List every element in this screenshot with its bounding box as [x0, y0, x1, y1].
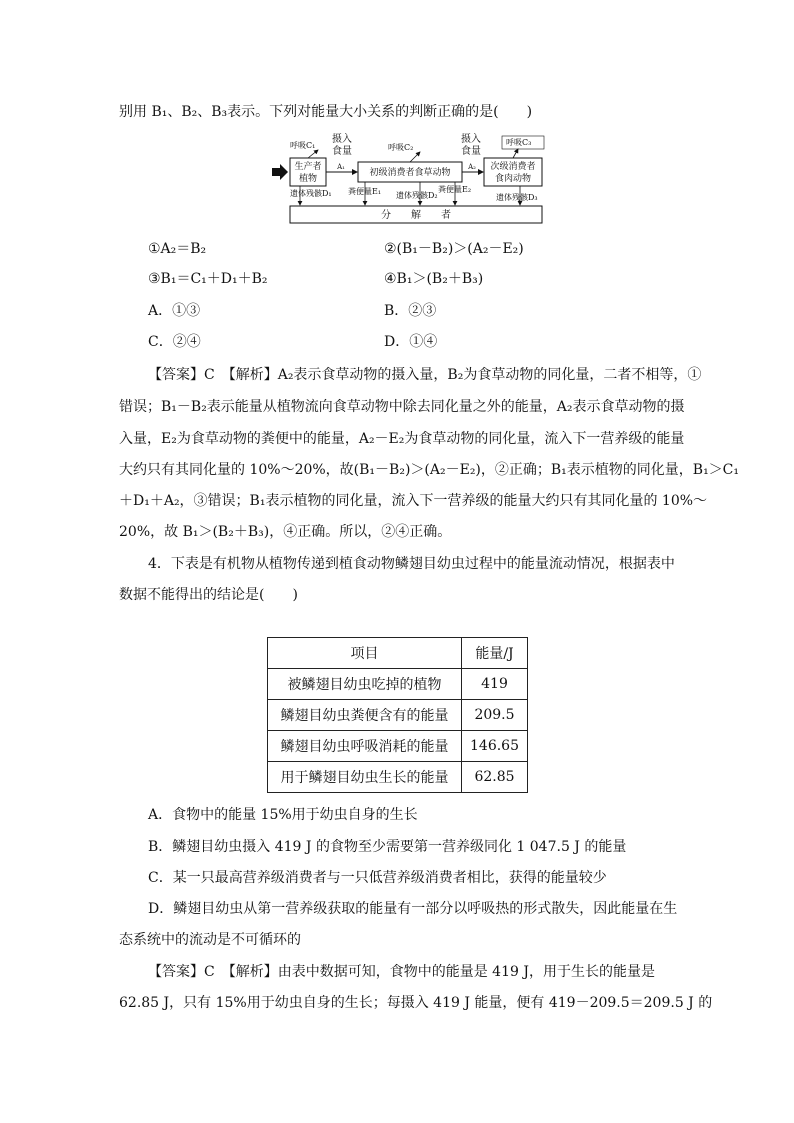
label-a2: A₂ — [468, 163, 476, 171]
energy-input-arrow — [272, 164, 288, 180]
resp-c1-label: 呼吸C₁ — [290, 141, 316, 150]
carnivore-sublabel: 食肉动物 — [494, 174, 532, 184]
q4-choice-b[interactable]: B．鳞翅目幼虫摄入 419 J 的食物至少需要第一营养级同化 1 047.5 J 的能量 — [148, 839, 627, 855]
remains-d2-label: 遗体残骸D₂ — [396, 191, 438, 200]
question-4-line-1: 4．下表是有机物从植物传递到植食动物鳞翅目幼虫过程中的能量流动情况，根据表中 — [148, 556, 675, 572]
choice-d[interactable]: D．①④ — [384, 334, 438, 350]
answer-q3-line-1: 【答案】C 【解析】A₂表示食草动物的摄入量，B₂为食草动物的同化量，二者不相等，① — [148, 367, 702, 383]
table-cell: 鳞翅目幼虫呼吸消耗的能量 — [268, 731, 462, 762]
statement-4: ④B₁＞(B₂＋B₃) — [384, 271, 484, 287]
q4-choice-d-line-2: 态系统中的流动是不可循环的 — [119, 932, 301, 948]
table-row — [268, 700, 528, 731]
answer-q3-line-3: 入量，E₂为食草动物的粪便中的能量，A₂－E₂为食草动物的同化量，流入下一营养级的能量 — [119, 431, 685, 447]
remains-d3-label: 遗体残骸D₃ — [496, 193, 538, 202]
answer-q3-line-5: ＋D₁＋A₂，③错误；B₁表示植物的同化量，流入下一营养级的能量大约只有其同化量的 10%～ — [119, 493, 708, 509]
q4-choice-d-line-1[interactable]: D．鳞翅目幼虫从第一营养级获取的能量有一部分以呼吸热的形式散失，因此能量在生 — [148, 901, 678, 917]
label-a1: A₁ — [337, 163, 345, 171]
carnivore-label: 次级消费者 — [490, 162, 536, 172]
table-cell: 146.65 — [462, 731, 528, 762]
choice-b[interactable]: B．②③ — [384, 303, 437, 319]
resp-c1-arrow — [308, 150, 318, 158]
choice-c[interactable]: C．②④ — [148, 334, 201, 350]
table-cell: 被鳞翅目幼虫吃掉的植物 — [268, 669, 462, 700]
q4-choice-a[interactable]: A．食物中的能量 15%用于幼虫自身的生长 — [148, 807, 418, 823]
table-cell: 419 — [462, 669, 528, 700]
answer-q3-line-6: 20%，故 B₁＞(B₂＋B₃)，④正确。所以，②④正确。 — [119, 524, 452, 540]
table-header-item: 项目 — [268, 638, 462, 669]
table-cell: 用于鳞翅目幼虫生长的能量 — [268, 762, 462, 793]
table-header-row — [268, 638, 528, 669]
remains-d1-label: 遗体残骸D₁ — [290, 189, 332, 198]
answer-q3-line-4: 大约只有其同化量的 10%～20%，故(B₁－B₂)＞(A₂－E₂)，②正确；B₁表示植物的同化量，B₁＞C₁ — [119, 462, 740, 478]
feces-e2-label: 粪便量E₂ — [438, 185, 472, 194]
answer-q4-line-1: 【答案】C 【解析】由表中数据可知，食物中的能量是 419 J，用于生长的能量是 — [148, 964, 655, 980]
q4-choice-c[interactable]: C．某一只最高营养级消费者与一只低营养级消费者相比，获得的能量较少 — [148, 870, 607, 886]
producer-sublabel: 植物 — [298, 174, 318, 184]
intake-label-2b: 食量 — [461, 146, 481, 157]
question-intro: 别用 B₁、B₂、B₃表示。下列对能量大小关系的判断正确的是( ) — [119, 104, 533, 120]
table-cell: 鳞翅目幼虫粪便含有的能量 — [268, 700, 462, 731]
table-row — [268, 669, 528, 700]
feces-e1-label: 粪便量E₁ — [348, 187, 382, 196]
question-4-line-2: 数据不能得出的结论是( ) — [119, 587, 298, 603]
statement-1: ①A₂＝B₂ — [148, 241, 207, 257]
resp-c2-arrow — [410, 152, 420, 162]
intake-label-1b: 食量 — [332, 146, 352, 157]
answer-q4-line-2: 62.85 J，只有 15%用于幼虫自身的生长；每摄入 419 J 能量，便有 419－209.5＝209.5 J 的 — [119, 995, 713, 1011]
table-cell: 62.85 — [462, 762, 528, 793]
resp-c3-label: 呼吸C₃ — [506, 138, 532, 147]
herbivore-label: 初级消费者食草动物 — [369, 168, 451, 178]
statement-2: ②(B₁－B₂)＞(A₂－E₂) — [384, 241, 524, 257]
answer-q3-line-2: 错误；B₁－B₂表示能量从植物流向食草动物中除去同化量之外的能量，A₂表示食草动物的摄 — [119, 399, 685, 415]
energy-flow-diagram — [270, 132, 560, 232]
table-header-energy: 能量/J — [462, 638, 528, 669]
intake-label-2a: 摄入 — [461, 134, 481, 145]
table-row — [268, 762, 528, 793]
producer-label: 生产者 — [294, 162, 322, 172]
table-cell: 209.5 — [462, 700, 528, 731]
energy-table — [267, 637, 528, 793]
choice-a[interactable]: A．①③ — [148, 303, 201, 319]
resp-c2-label: 呼吸C₂ — [388, 143, 414, 152]
decomposer-label: 分 解 者 — [381, 210, 451, 221]
resp-c3-arrow — [513, 149, 518, 158]
statement-3: ③B₁＝C₁＋D₁＋B₂ — [148, 271, 268, 287]
table-row — [268, 731, 528, 762]
intake-label-1a: 摄入 — [332, 134, 352, 145]
